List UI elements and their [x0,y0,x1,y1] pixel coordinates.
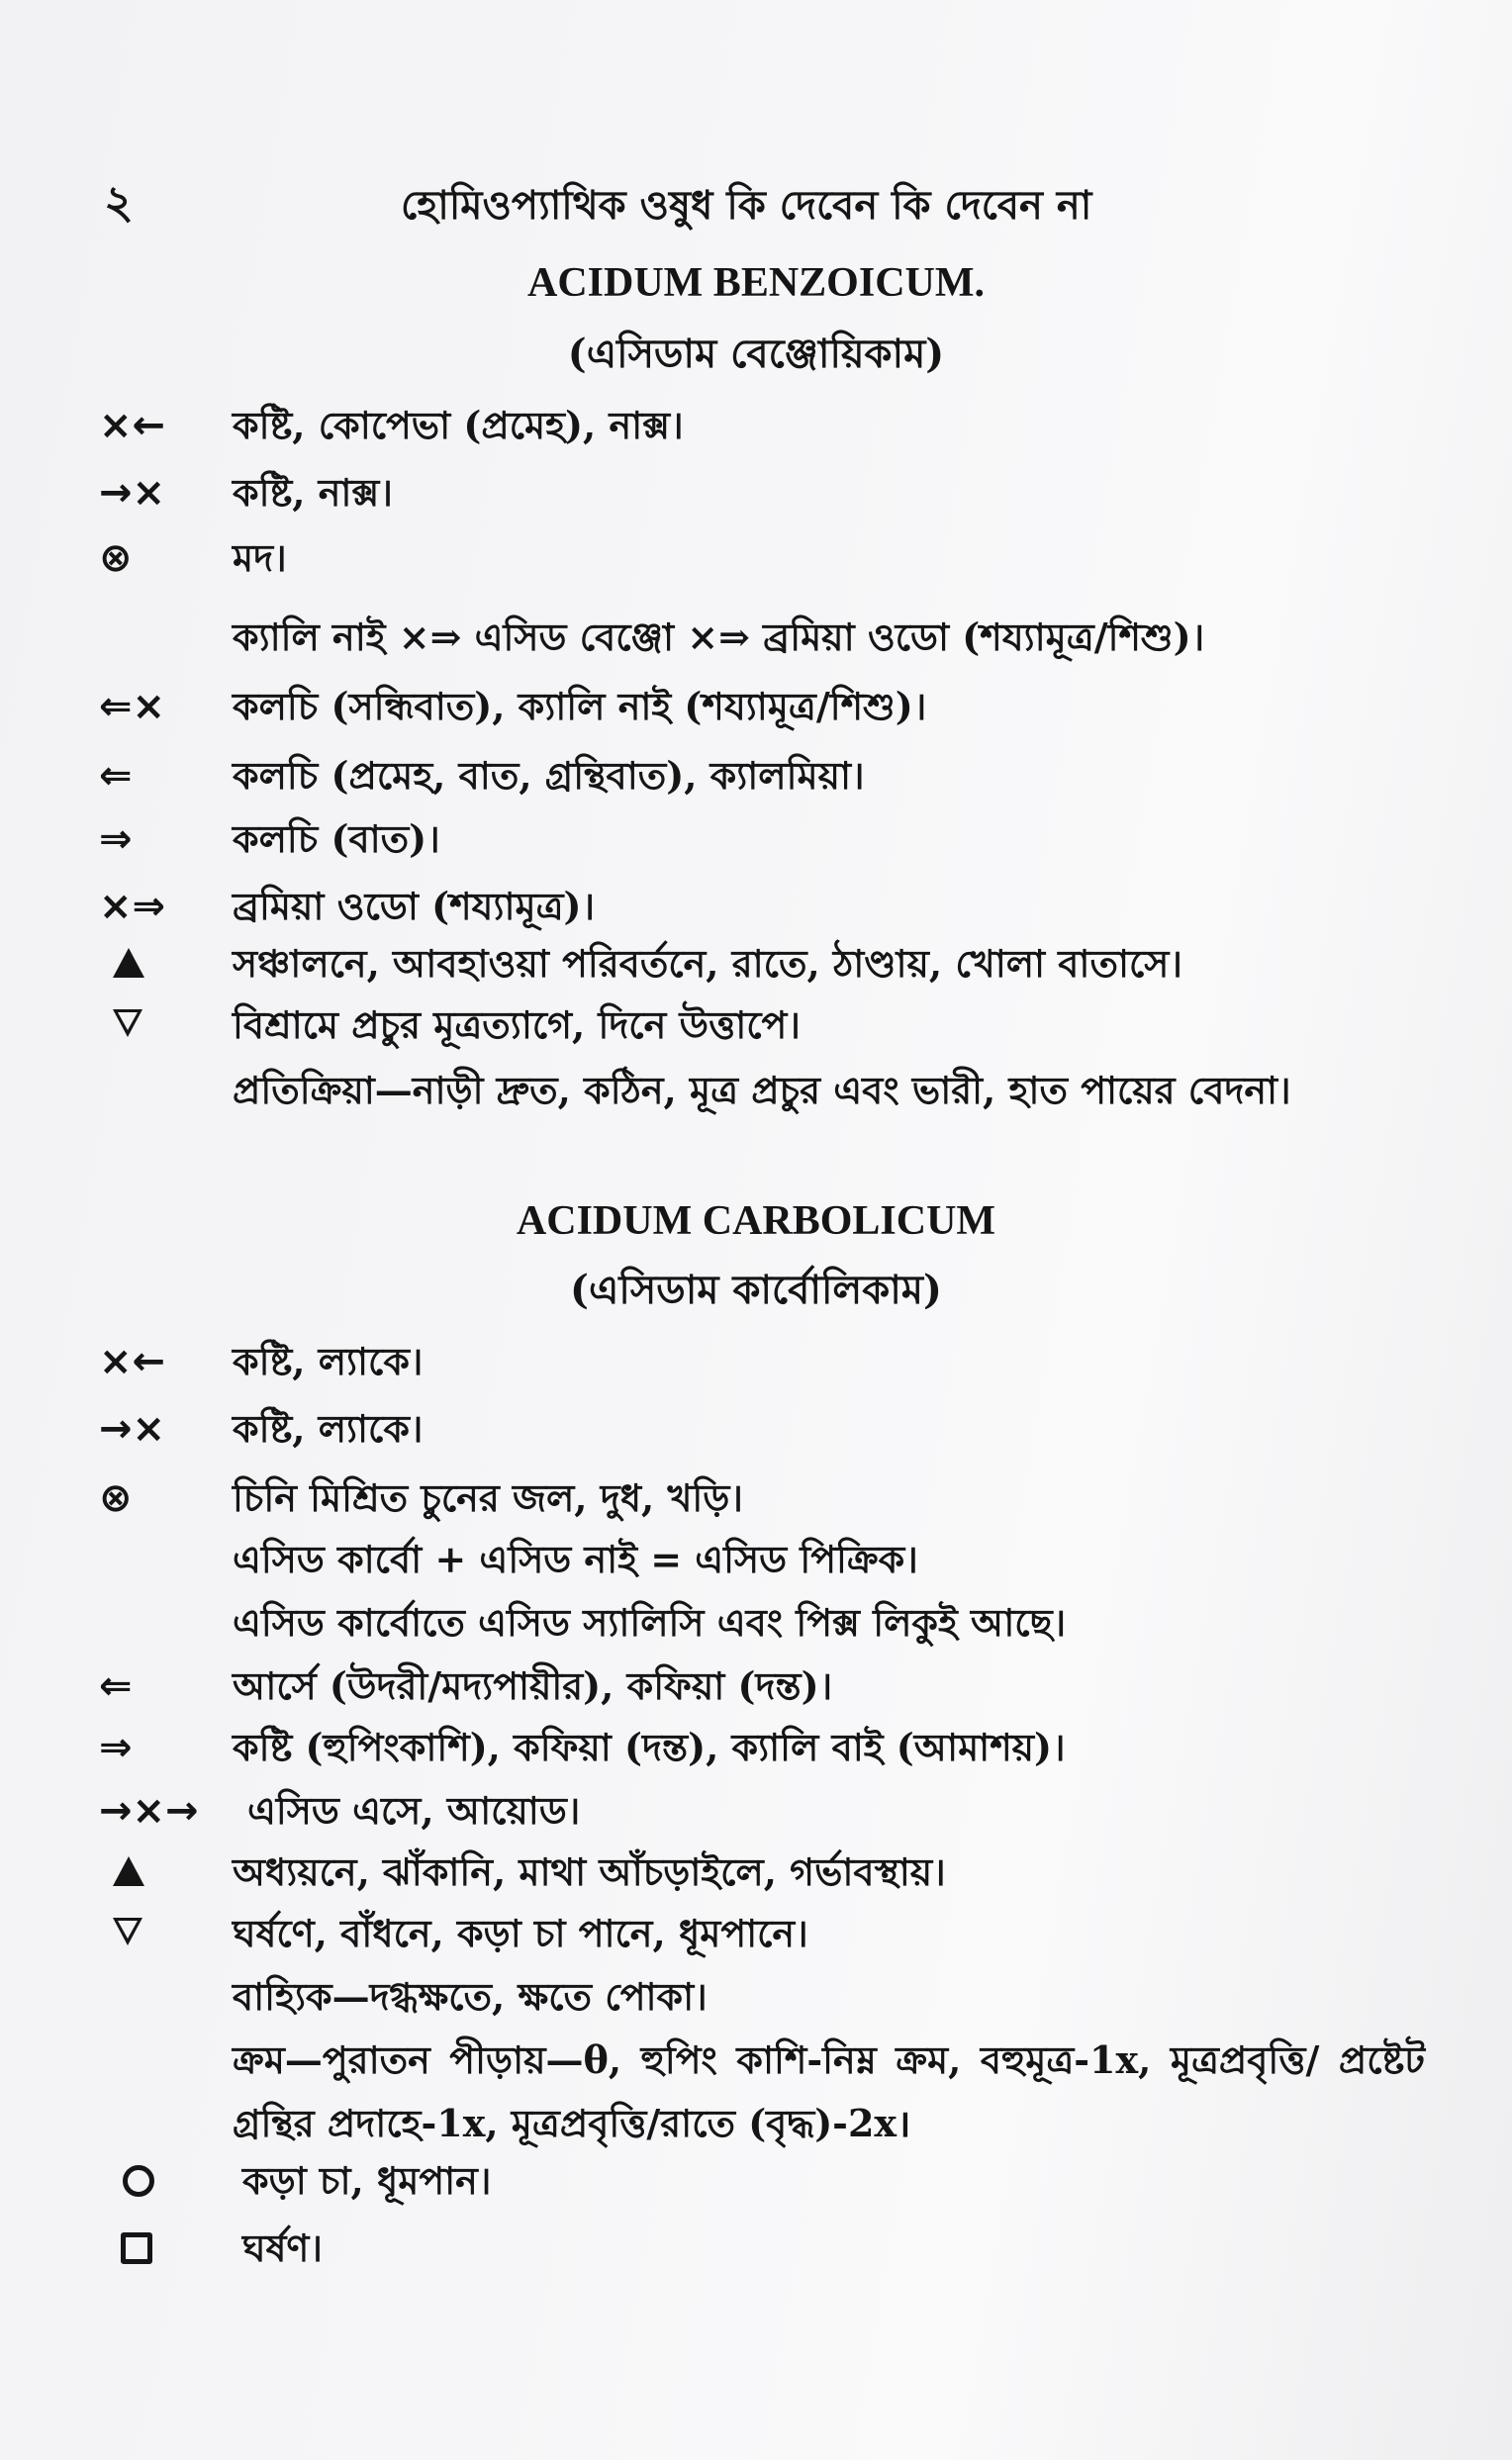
entry-row [99,1967,1425,2031]
aggravation-triangle-icon [99,1843,218,1902]
entry-row [99,608,1425,671]
entry-row [99,677,1425,740]
aggravation-triangle-icon [99,934,218,993]
entry-row [99,809,1425,873]
entry-row [99,1059,1425,1185]
relation-symbol [99,608,218,667]
entry-text: আর্সে (উদরী/মদ্যপায়ীর), কফিয়া (দন্ত)। [233,1663,833,1708]
amelioration-triangle-icon [99,995,218,1055]
remedy-title-benzoicum: ACIDUM BENZOICUM. [527,260,985,306]
entry-text: চিনি মিশ্রিত চুনের জল, দুধ, খড়ি। [233,1475,743,1520]
circle-icon [99,2151,218,2211]
entry-row [99,934,1425,997]
relation-symbol: ×⇒ [99,884,166,929]
entry-text: কলচি (সন্ধিবাত), ক্যালি নাই (শয্যামূত্র/শিশু)। [233,684,927,728]
entry-text: সঞ্চালনে, আবহাওয়া পরিবর্তনে, রাতে, ঠাণ্ডায়, খোলা বাতাসে। [233,941,1182,986]
entry-text: কষ্টি (হুপিংকাশি), কফিয়া (দন্ত), ক্যালি বাই (আমাশয়)। [233,1725,1066,1769]
entry-row [99,1781,1425,1845]
remedy-subtitle-carbolicum: (এসিডাম কার্বোলিকাম) [570,1267,942,1313]
entry-text: অধ্যয়নে, ঝাঁকানি, মাথা আঁচড়াইলে, গর্ভাবস্থায়। [233,1849,946,1894]
entry-row [99,1530,1425,1593]
relation-symbol: ×← [99,403,166,448]
relation-symbol: →× [99,470,166,516]
entry-row [99,1468,1425,1532]
entry-text: কলচি (বাত)। [233,816,440,861]
entry-row [99,1904,1425,1967]
relation-symbol: ⇐ [99,753,133,799]
amelioration-triangle-icon [99,1904,218,1963]
entry-row [99,1332,1425,1395]
entry-text: কষ্টি, নাক্স। [233,470,393,515]
antidote-symbol: ⊗ [99,535,133,581]
entry-text: এসিড এসে, আয়োড। [247,1788,581,1833]
entry-text: কলচি (প্রমেহ, বাত, গ্রন্থিবাত), ক্যালমিয়া। [233,753,865,798]
entry-row [99,2151,1425,2215]
antidote-symbol: ⊗ [99,1475,133,1521]
square-icon [99,2219,218,2278]
entry-text: বাহ্যিক—দগ্ধক্ষতে, ক্ষতে পোকা। [233,1974,708,2019]
entry-text: কষ্টি, কোপেভা (প্রমেহ), নাক্স। [233,403,684,447]
entry-text: এসিড কার্বোতে এসিড স্যালিসি এবং পিক্স লিকুই আছে। [233,1600,1067,1645]
entry-row [99,1399,1425,1463]
remedy-subtitle-benzoicum: (এসিডাম বেঞ্জোয়িকাম) [567,331,945,377]
relation-symbol: ⇒ [99,816,133,862]
entry-text: কড়া চা, ধূমপান। [242,2158,492,2203]
remedy-title-carbolicum: ACIDUM CARBOLICUM [516,1198,996,1244]
running-title: হোমিওপ্যাথিক ওষুধ কি দেবেন কি দেবেন না [401,182,1092,229]
entry-row [99,2219,1425,2282]
entry-text: ক্রম—পুরাতন পীড়ায়—θ, হুপিং কাশি-নিম্ন ক্রম, বহুমূত্র-1x, মূত্রপ্রবৃত্তি/ প্রষ্টেট গ্রন্থির প্রদাহে-1x, মূত্রপ্রবৃত্তি/রাতে (বৃদ্ধ)-2x। [233,2037,1425,2145]
entry-row [99,1593,1425,1656]
relation-symbol: ⇐ [99,1663,133,1709]
entry-row [99,2029,1425,2155]
entry-row [99,746,1425,809]
relation-symbol: ×← [99,1339,166,1384]
entry-row [99,995,1425,1059]
relation-symbol: ⇐× [99,684,166,729]
entry-text: কষ্টি, ল্যাকে। [233,1339,424,1383]
page-header [104,168,1420,237]
entry-text: এসিড কার্বো + এসিড নাই = এসিড পিক্রিক। [233,1537,918,1581]
entry-row [99,1843,1425,1906]
entry-text: বিশ্রামে প্রচুর মূত্রত্যাগে, দিনে উত্তাপে। [233,1002,801,1047]
entry-row [99,463,1425,526]
entry-row [99,1656,1425,1720]
entry-text: ঘর্ষণ। [242,2225,323,2270]
relation-symbol: ⇒ [99,1725,133,1770]
relation-symbol: →× [99,1406,166,1452]
entry-row [99,877,1425,940]
entry-text: কষ্টি, ল্যাকে। [233,1406,424,1451]
entry-row [99,1718,1425,1781]
entry-text: ব্রমিয়া ওডো (শয্যামূত্র)। [233,884,596,928]
page-number: ২ [104,175,134,229]
entry-text: মদ। [233,535,287,580]
entry-text: ঘর্ষণে, বাঁধনে, কড়া চা পানে, ধূমপানে। [233,1911,808,1955]
entry-text: প্রতিক্রিয়া—নাড়ী দ্রুত, কঠিন, মূত্র প্রচুর এবং ভারী, হাত পায়ের বেদনা। [233,1068,1291,1112]
entry-row [99,396,1425,459]
relation-symbol: →×→ [99,1788,199,1834]
entry-text: ক্যালি নাই ×⇒ এসিড বেঞ্জো ×⇒ ব্রমিয়া ওডো (শয্যামূত্র/শিশু)। [233,615,1205,659]
entry-row [99,528,1425,592]
